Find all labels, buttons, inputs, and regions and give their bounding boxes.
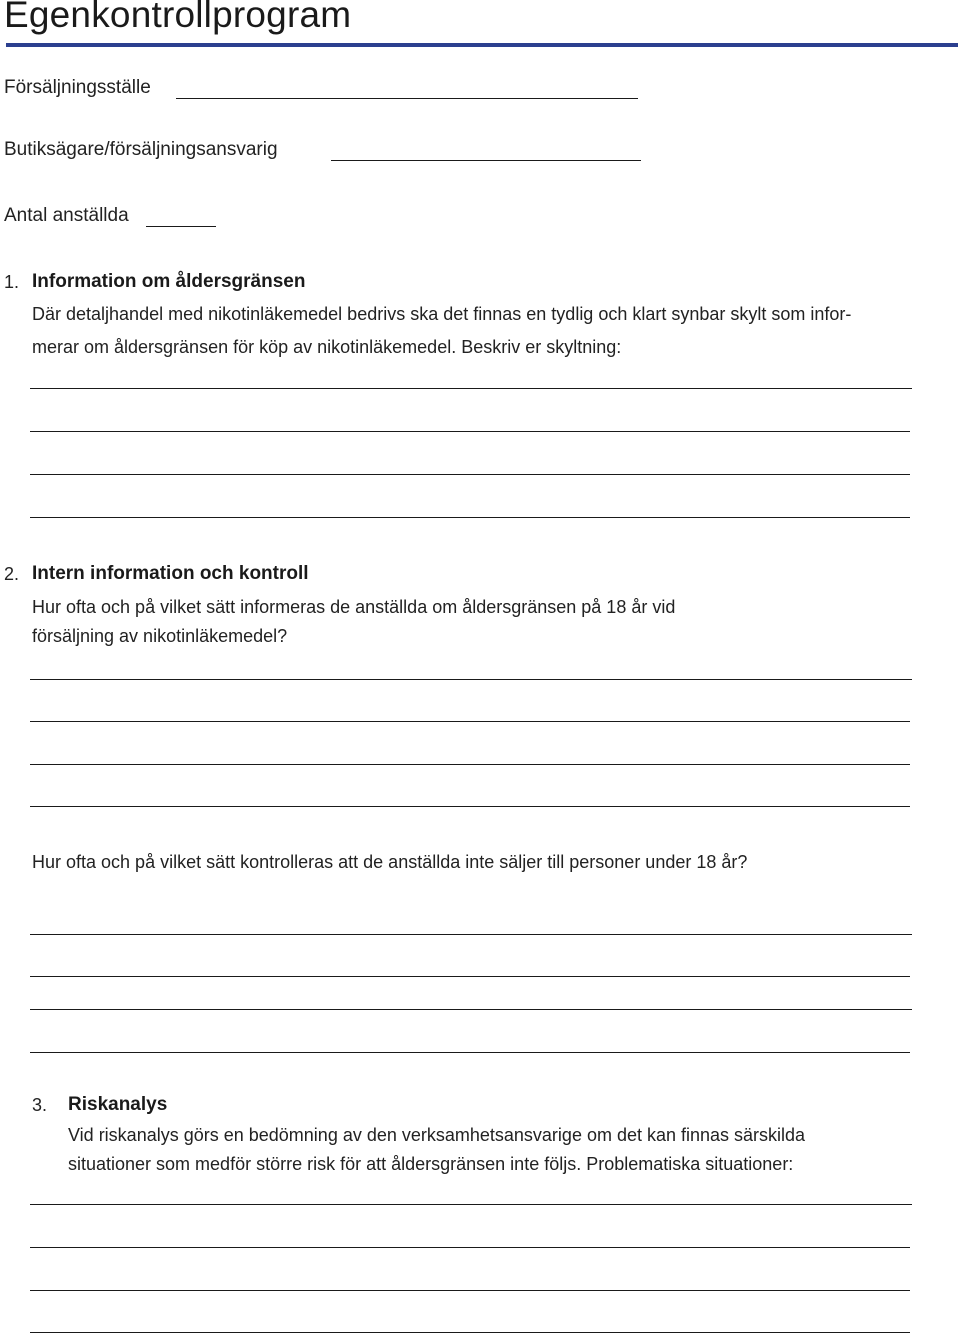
section-heading-2: Intern information och kontroll [32,563,309,584]
question-2a-line-2: försäljning av nikotinläkemedel? [32,626,288,646]
answer-line[interactable] [30,474,910,475]
section-heading-3: Riskanalys [68,1094,168,1115]
sales-point-field[interactable] [176,98,638,99]
question-2b: Hur ofta och på vilket sätt kontrolleras att de anställda inte säljer till personer under 18 år? [32,852,748,872]
answer-line[interactable] [30,388,912,389]
owner-label: Butiksägare/försäljningsansvarig [4,139,278,160]
answer-line[interactable] [30,1009,912,1010]
answer-line[interactable] [30,1290,910,1291]
section-number-1: 1. [4,272,20,292]
answer-line[interactable] [30,934,912,935]
owner-field[interactable] [331,160,641,161]
answer-line[interactable] [30,517,910,518]
answer-line[interactable] [30,431,910,432]
answer-line[interactable] [30,764,910,765]
question-2a-line-1: Hur ofta och på vilket sätt informeras de anställda om åldersgränsen på 18 år vid [32,597,676,617]
sales-point-label: Försäljningsställe [4,77,151,98]
section-number-3: 3. [32,1095,48,1115]
section-heading-1: Information om åldersgränsen [32,271,306,292]
answer-line[interactable] [30,1247,910,1248]
answer-line[interactable] [30,1204,912,1205]
answer-line[interactable] [30,721,910,722]
answer-line[interactable] [30,1052,910,1053]
answer-line[interactable] [30,679,912,680]
section-text-3-line-1: Vid riskanalys görs en bedömning av den verksamhetsansvarige om det kan finnas särskilda [68,1125,806,1145]
title-divider [6,43,958,47]
answer-line[interactable] [30,1332,910,1333]
section-text-3-line-2: situationer som medför större risk för att åldersgränsen inte följs. Problematiska situationer: [68,1154,794,1174]
answer-line[interactable] [30,806,910,807]
section-text-1-line-2: merar om åldersgränsen för köp av nikotinläkemedel. Beskriv er skyltning: [32,337,622,357]
employees-field[interactable] [146,226,216,227]
section-text-1-line-1: Där detaljhandel med nikotinläkemedel bedrivs ska det finnas en tydlig och klart synbar skylt som infor- [32,304,852,324]
employees-label: Antal anställda [4,205,129,226]
section-number-2: 2. [4,564,20,584]
answer-line[interactable] [30,976,910,977]
page-title: Egenkontrollprogram [4,0,352,35]
